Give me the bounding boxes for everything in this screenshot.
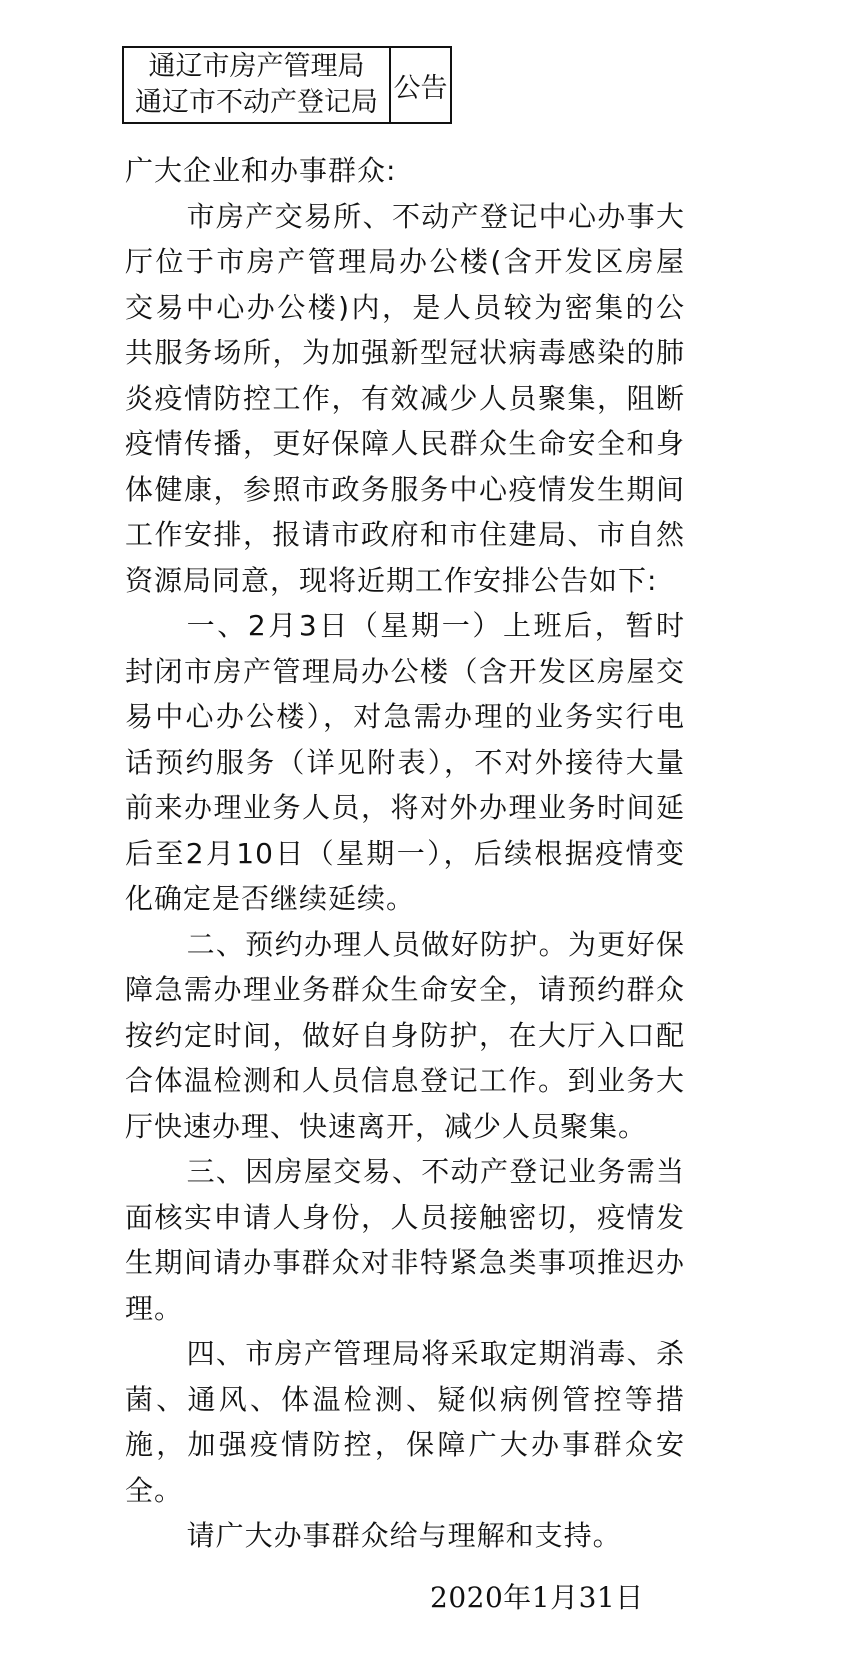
issuer-org-2: 通辽市不动产登记局: [135, 87, 378, 118]
document-type-label: 公告: [393, 72, 448, 104]
item-3-paragraph: 三、因房屋交易、不动产登记业务需当面核实申请人身份，人员接触密切，疫情发生期间请办事群众对非特紧急类事项推迟办理。: [125, 1155, 685, 1325]
issue-date: 2020年1月31日: [430, 1581, 644, 1614]
issuer-org-1: 通辽市房产管理局: [148, 51, 365, 82]
intro-paragraph: 市房产交易所、不动产登记中心办事大厅位于市房产管理局办公楼(含开发区房屋交易中心办公楼)内，是人员较为密集的公共服务场所，为加强新型冠状病毒感染的肺炎疫情防控工作，有效减少人员聚集，阻断疫情传播，更好保障人民群众生命安全和身体健康，参照市政务服务中心疫情发生期间工作安排，报请市政府和市住建局、市自然资源局同意，现将近期工作安排公告如下:: [125, 199, 685, 597]
item-2-paragraph: 二、预约办理人员做好防护。为更好保障急需办理业务群众生命安全，请预约群众按约定时间，做好自身防护，在大厅入口配合体温检测和人员信息登记工作。到业务大厅快速办理、快速离开，减少人员聚集。: [125, 927, 685, 1143]
announcement-body: [125, 148, 685, 1559]
salutation: 广大企业和办事群众:: [125, 154, 397, 187]
issuer-organizations: [124, 48, 391, 122]
issuer-header-box: [122, 46, 452, 124]
closing-paragraph: 请广大办事群众给与理解和支持。: [186, 1519, 622, 1552]
item-1-paragraph: 一、2月3日（星期一）上班后，暂时封闭市房产管理局办公楼（含开发区房屋交易中心办公楼），对急需办理的业务实行电话预约服务（详见附表），不对外接待大量前来办理业务人员，将对外办理业务时间延后至2月10日（星期一），后续根据疫情变化确定是否继续延续。: [125, 609, 685, 915]
item-4-paragraph: 四、市房产管理局将采取定期消毒、杀菌、通风、体温检测、疑似病例管控等措施，加强疫情防控，保障广大办事群众安全。: [125, 1337, 685, 1507]
